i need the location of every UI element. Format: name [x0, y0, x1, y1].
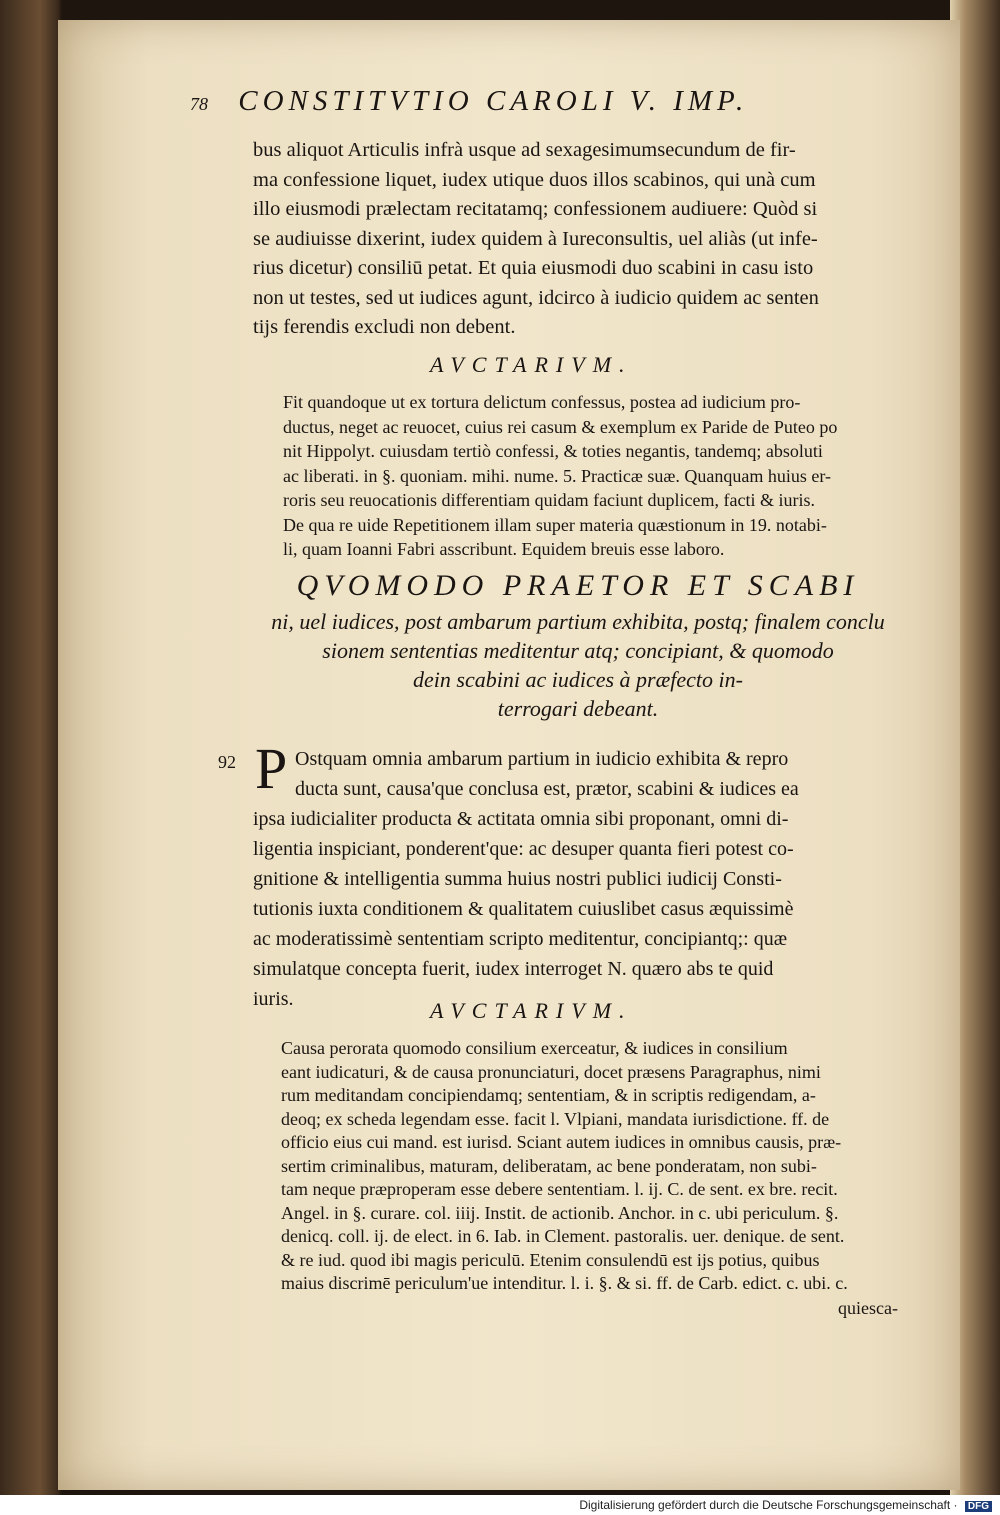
auctarium-heading-2: AVCTARIVM.: [430, 998, 633, 1023]
running-header: [190, 85, 850, 118]
text-line: sertim criminalibus, maturam, deliberatam, ac bene ponderatam, non subi-: [281, 1155, 817, 1176]
credit-text: Digitalisierung gefördert durch die Deutsche Forschungsgemeinschaft: [579, 1498, 951, 1512]
section-title-line: dein scabini ac iudices à præfecto in-: [413, 667, 743, 692]
text-line: ac liberati. in §. quoniam. mihi. nume. 5. Practicæ suæ. Quanquam huius er-: [283, 465, 832, 486]
text-line: ligentia inspiciant, ponderent'que: ac desuper quanta fieri potest co-: [253, 838, 794, 860]
text-line: non ut testes, sed ut iudices agunt, idcirco à iudicio quidem ac senten: [253, 286, 819, 309]
section-title-line: terrogari debeant.: [497, 696, 659, 721]
dfg-logo[interactable]: DFG: [965, 1501, 992, 1512]
text-line: gnitione & intelligentia summa huius nostri publici iudicij Consti-: [253, 868, 782, 890]
text-line: ac moderatissimè sententiam scripto meditentur, concipiantq;: quæ: [253, 928, 788, 950]
text-line: maius discrimē periculum'ue intenditur. l. i. §. & si. ff. de Carb. edict. c. ubi. c.: [281, 1273, 848, 1293]
auctarium-2-text: [281, 1037, 903, 1296]
page-number: 78: [190, 94, 208, 114]
text-line: rius dicetur) consiliū petat. Et quia eiusmodi duo scabini in casu isto: [253, 257, 814, 279]
footer-credit-bar: [0, 1495, 1000, 1515]
text-line: ma confessione liquet, iudex utique duos illos scabinos, qui unà cum: [253, 168, 816, 191]
text-line: iuris.: [253, 988, 294, 1010]
running-title: CONSTITVTIO CAROLI V. IMP.: [238, 85, 749, 117]
text-line: Ostquam omnia ambarum partium in iudicio exhibita & repro: [295, 748, 789, 770]
text-line: roris seu reuocationis differentiam quidam faciunt duplicem, facti & iuris.: [283, 490, 816, 510]
text-line: Angel. in §. curare. col. iiij. Instit. de actionib. Anchor. in c. ubi periculum. §.: [281, 1202, 839, 1223]
drop-cap: P: [255, 736, 288, 801]
text-line: Fit quandoque ut ex tortura delictum confessus, postea ad iudicium pro-: [283, 392, 801, 412]
text-line: ductus, neget ac reuocet, cuius rei casum & exemplum ex Paride de Puteo po: [283, 416, 838, 437]
credit-text-wrap: Digitalisierung gefördert durch die Deutsche Forschungsgemeinschaft · DFG: [579, 1498, 992, 1512]
text-line: rum meditandam concipiendamq; sententiam, & in scriptis redigendam, a-: [281, 1085, 816, 1105]
text-line: denicq. coll. ij. de elect. in 6. Iab. in Clement. pastoralis. uer. denique. de sent.: [281, 1226, 845, 1246]
margin-number: 92: [218, 752, 236, 772]
text-line: simulatque concepta fuerit, iudex interroget N. quæro abs te quid: [253, 958, 774, 980]
text-line: De qua re uide Repetitionem illam super materia quæstionum in 19. notabi-: [283, 514, 827, 535]
auctarium-1-text: [283, 390, 903, 562]
text-line: tutionis iuxta conditionem & qualitatem cuiuslibet casus æquissimè: [253, 898, 794, 920]
text-line: deoq; ex scheda legendam esse. facit l. Vlpiani, mandata iurisdictione. ff. de: [281, 1108, 830, 1129]
section-title-line: sionem sententias meditentur atq; concipiant, & quomodo: [322, 638, 834, 663]
paragraph-2: [253, 744, 903, 1014]
text-line: officio eius cui mand. est iurisd. Sciant autem iudices in omnibus causis, præ-: [281, 1132, 842, 1152]
paragraph-1: [253, 136, 903, 343]
text-line: ipsa iudicialiter producta & actitata omnia sibi proponant, omni di-: [253, 808, 789, 830]
section-title: [253, 565, 903, 723]
text-line: se audiuisse dixerint, iudex quidem à Iureconsultis, uel aliàs (ut infe-: [253, 227, 818, 250]
text-line: li, quam Ioanni Fabri asscribunt. Equidem breuis esse laboro.: [283, 539, 725, 559]
section-title-line: ni, uel iudices, post ambarum partium exhibita, postq; finalem conclu: [271, 609, 885, 634]
text-line: eant iudicaturi, & de causa pronunciaturi, docet præsens Paragraphus, nimi: [281, 1061, 821, 1082]
text-line: nit Hippolyt. cuiusdam tertiò confessi, & toties negantis, tandemq; absoluti: [283, 441, 823, 461]
text-line: ducta sunt, causa'que conclusa est, prætor, scabini & iudices ea: [295, 778, 799, 800]
text-line: bus aliquot Articulis infrà usque ad sexagesimumsecundum de fir-: [253, 139, 796, 161]
section-title-line: QVOMODO PRAETOR ET SCABI: [296, 569, 860, 602]
text-line: tijs ferendis excludi non debent.: [253, 316, 516, 338]
catchword: quiesca-: [838, 1298, 898, 1318]
text-line: tam neque præproperam esse debere sententiam. l. ij. C. de sent. ex bre. recit.: [281, 1179, 838, 1199]
text-line: & re iud. quod ibi magis periculū. Etenim consulendū est ijs potius, quibus: [281, 1249, 820, 1270]
text-line: illo eiusmodi prælectam recitatamq; confessionem audiuere: Quòd si: [253, 198, 818, 220]
auctarium-heading-1: AVCTARIVM.: [430, 352, 633, 377]
text-line: Causa perorata quomodo consilium exerceatur, & iudices in consilium: [281, 1038, 788, 1058]
